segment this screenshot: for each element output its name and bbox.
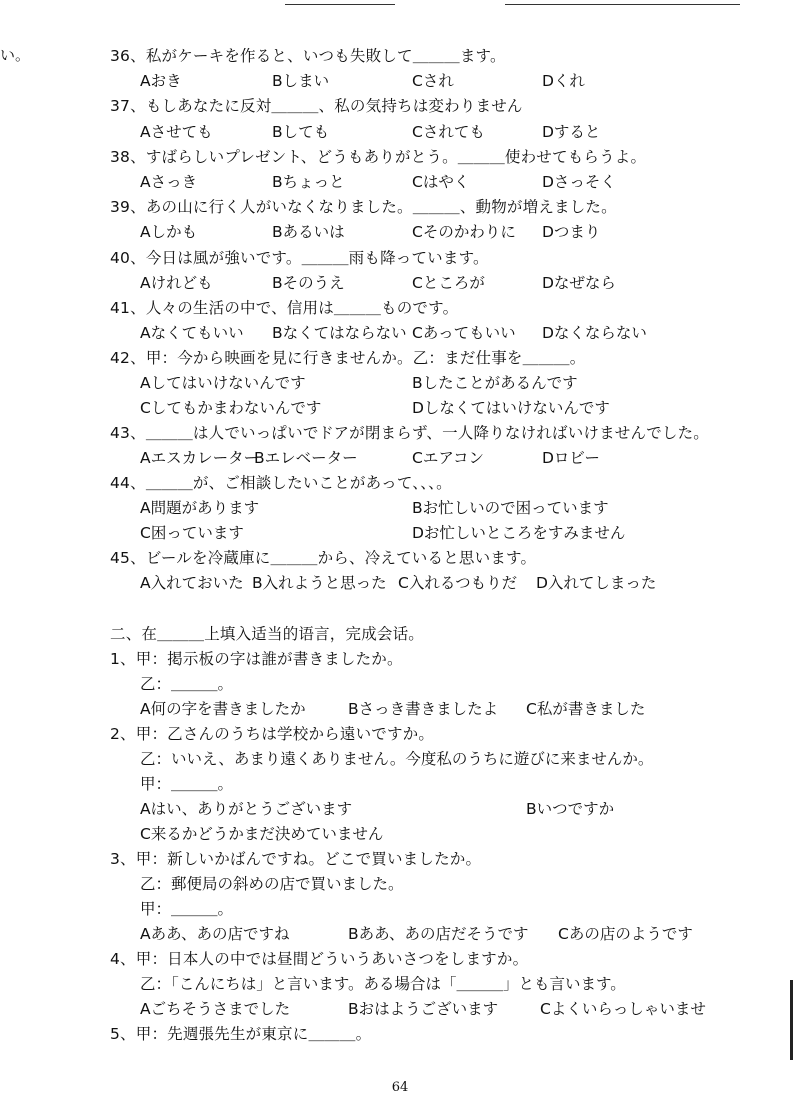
page-number: 64 [391,1080,409,1095]
question-42: 42、甲：今から映画を見に行きませんか。乙：まだ仕事を＿＿＿。 [110,349,586,367]
q39-option-d: Dつまり [542,223,601,241]
dialog-3-option-a: Aああ、あの店ですね [140,925,290,943]
question-41: 41、人々の生活の中で、信用は＿＿＿ものです。 [110,299,459,317]
q36-option-a: Aおき [140,72,182,90]
scan-edge-mark [790,980,793,1060]
q38-option-b: Bちょっと [272,173,345,191]
q43-option-c: Cエアコン [412,449,485,467]
q39-option-c: Cそのかわりに [412,223,516,241]
dialog-1-option-c: C私が書きました [526,700,646,718]
q41-option-d: Dなくならない [542,324,647,342]
dialog-3-line-2: 乙：郵便局の斜めの店で買いました。 [140,875,404,893]
q42-option-c: Cしてもかまわないんです [140,399,322,417]
q42-option-a: Aしてはいけないんです [140,374,306,392]
q41-option-b: Bなくてはならない [272,324,407,342]
q40-option-c: Cところが [412,274,485,292]
dialog-2-option-a: Aはい、ありがとうございます [140,800,353,818]
q44-option-c: C困っています [140,524,244,542]
q42-option-d: Dしなくてはいけないんです [412,399,610,417]
dialog-2-line-2: 乙：いいえ、あまり遠くありません。今度私のうちに遊びに来ませんか。 [140,750,654,768]
question-45: 45、ビールを冷蔵庫に＿＿＿から、冷えていると思います。 [110,549,537,567]
q45-option-c: C入れるつもりだ [398,574,518,592]
dialog-1-option-a: A何の字を書きましたか [140,700,306,718]
dialog-3-line-1: 3、甲：新しいかばんですね。どこで買いましたか。 [110,850,482,868]
q40-option-d: Dなぜなら [542,274,616,292]
q37-option-c: Cされても [412,123,485,141]
q38-option-c: Cはやく [412,173,470,191]
dialog-2-option-c: C来るかどうかまだ決めていません [140,825,384,843]
q40-option-b: Bそのうえ [272,274,345,292]
q36-option-c: Cされ [412,72,454,90]
margin-fragment: い。 [0,46,31,64]
question-37: 37、もしあなたに反対＿＿＿、私の気持ちは変わりません [110,97,523,115]
q41-option-a: Aなくてもいい [140,324,244,342]
q39-option-b: Bあるいは [272,223,345,241]
dialog-5-line-1: 5、甲：先週張先生が東京に＿＿＿。 [110,1025,372,1043]
question-39: 39、あの山に行く人がいなくなりました。＿＿＿、動物が増えました。 [110,198,617,216]
q44-option-b: Bお忙しいので困っています [412,499,609,517]
q38-option-d: Dさっそく [542,173,616,191]
q43-option-d: Dロビー [542,449,600,467]
q43-option-b: Bエレベーター [254,449,358,467]
scan-top-line-2 [505,4,740,5]
dialog-4-line-2: 乙：「こんにちは」と言います。ある場合は「＿＿＿」とも言います。 [140,975,626,993]
q40-option-a: Aけれども [140,274,213,292]
q44-option-a: A問題があります [140,499,260,517]
question-40: 40、今日は風が強いです。＿＿＿雨も降っています。 [110,249,489,267]
dialog-2-line-1: 2、甲：乙さんのうちは学校から遠いですか。 [110,725,435,743]
question-43: 43、＿＿＿は人でいっぱいでドアが閉まらず、一人降りなければいけませんでした。 [110,424,710,442]
q39-option-a: Aしかも [140,223,198,241]
dialog-2-option-b: Bいつですか [526,800,615,818]
dialog-1-option-b: Bさっき書きましたよ [348,700,499,718]
section-2-heading: 二、在＿＿＿上填入适当的语言，完成会话。 [110,625,425,643]
q41-option-c: Cあってもいい [412,324,516,342]
q38-option-a: Aさっき [140,173,198,191]
dialog-1-line-1: 1、甲：掲示板の字は誰が書きましたか。 [110,650,403,668]
question-38: 38、すばらしいプレゼント、どうもありがとう。＿＿＿使わせてもらうよ。 [110,148,647,166]
q45-option-d: D入れてしまった [536,574,657,592]
question-44: 44、＿＿＿が、ご相談したいことがあって、、、。 [110,474,452,492]
q37-option-a: Aさせても [140,123,213,141]
dialog-4-option-b: Bおはようございます [348,1000,499,1018]
q44-option-d: Dお忙しいところをすみません [412,524,626,542]
dialog-3-option-b: Bああ、あの店だそうです [348,925,529,943]
q45-option-a: A入れておいた [140,574,244,592]
dialog-1-line-2: 乙：＿＿＿。 [140,675,234,693]
q45-option-b: B入れようと思った [252,574,387,592]
dialog-4-option-a: Aごちそうさまでした [140,1000,291,1018]
q36-option-b: Bしまい [272,72,330,90]
q36-option-d: Dくれ [542,72,585,90]
q37-option-b: Bしても [272,123,330,141]
scan-top-line-1 [285,4,395,5]
q37-option-d: Dすると [542,123,601,141]
dialog-4-line-1: 4、甲：日本人の中では昼間どういうあいさつをしますか。 [110,950,529,968]
question-36: 36、私がケーキを作ると、いつも失敗して＿＿＿ます。 [110,47,506,65]
dialog-3-line-3: 甲：＿＿＿。 [140,900,234,918]
dialog-4-option-c: Cよくいらっしゃいませ [540,1000,706,1018]
q42-option-b: Bしたことがあるんです [412,374,578,392]
dialog-3-option-c: Cあの店のようです [558,925,693,943]
q43-option-a: Aエスカレーター [140,449,260,467]
dialog-2-line-3: 甲：＿＿＿。 [140,775,234,793]
